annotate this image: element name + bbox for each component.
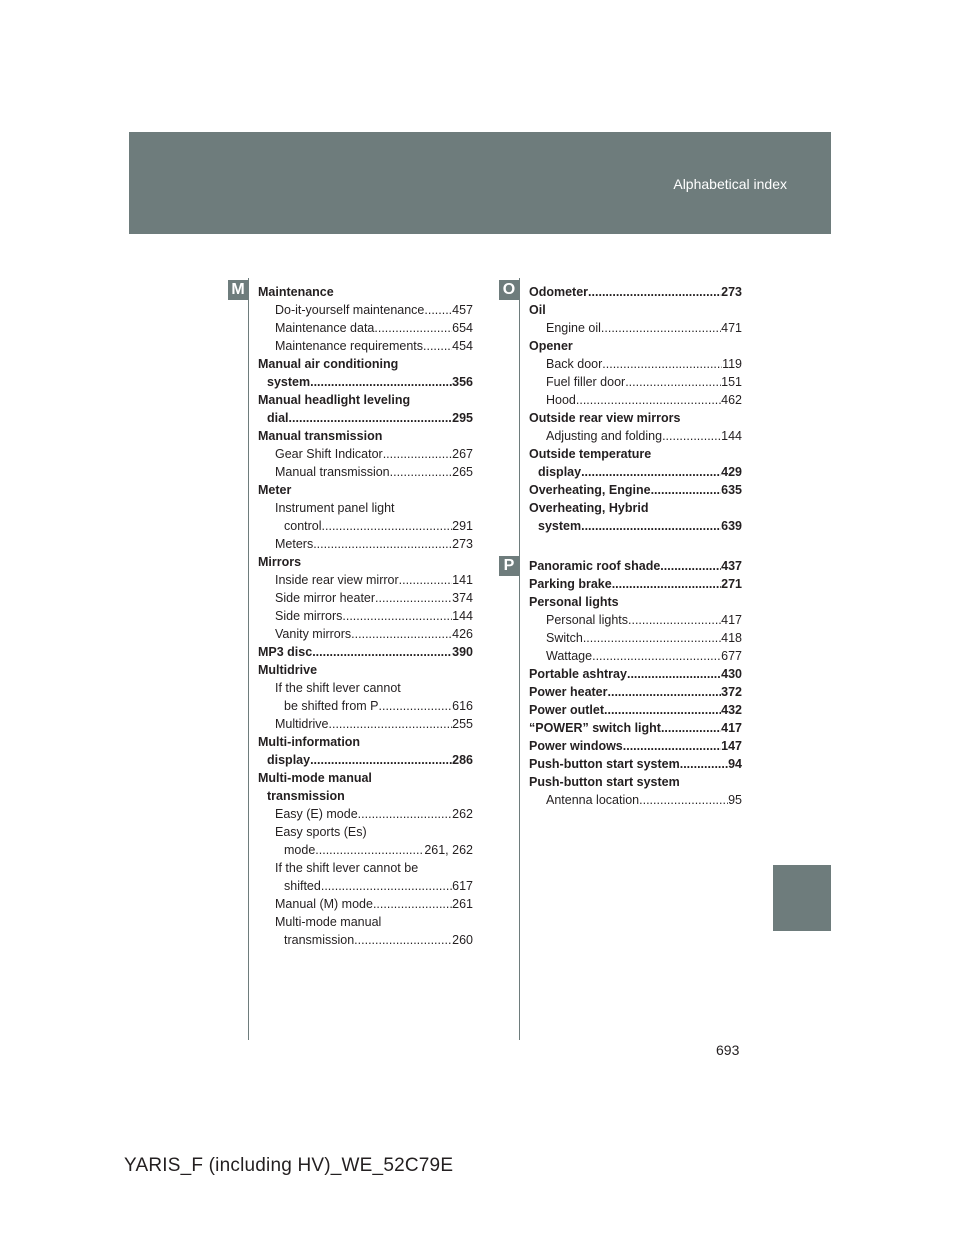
index-entry[interactable]: [258, 337, 473, 355]
entry-page-number: 372: [721, 685, 742, 699]
index-entry[interactable]: [258, 391, 473, 409]
letter-heading-m: M: [228, 280, 248, 300]
index-entry[interactable]: [258, 607, 473, 625]
entry-label: system: [538, 519, 582, 533]
index-entry[interactable]: [258, 823, 473, 841]
leader-dots: [627, 665, 721, 683]
leader-dots: [601, 319, 721, 337]
entry-label: Maintenance: [258, 285, 334, 299]
entry-label: dial: [267, 411, 289, 425]
index-entry[interactable]: [258, 625, 473, 643]
entry-page-number: 635: [721, 483, 742, 497]
index-entry[interactable]: [258, 517, 473, 535]
entry-page-number: 144: [721, 429, 742, 443]
leader-dots: [322, 517, 453, 535]
index-entry[interactable]: [529, 791, 742, 809]
entry-label: shifted: [284, 879, 321, 893]
entry-page-number: 260: [452, 933, 473, 947]
entry-label: If the shift lever cannot: [275, 681, 401, 695]
entry-label: Outside temperature: [529, 447, 652, 461]
leader-dots: [612, 575, 721, 593]
leader-dots: [604, 701, 721, 719]
leader-dots: [329, 715, 453, 733]
leader-dots: [424, 301, 452, 319]
section-title: Alphabetical index: [673, 176, 787, 192]
leader-dots: [639, 791, 728, 809]
entry-label: Engine oil: [546, 321, 601, 335]
index-entry[interactable]: [529, 301, 742, 319]
letter-heading-o: O: [499, 280, 519, 300]
index-entry[interactable]: [529, 575, 742, 593]
leader-dots: [680, 755, 728, 773]
entry-label: Power outlet: [529, 703, 605, 717]
index-entry[interactable]: [529, 593, 742, 611]
leader-dots: [583, 629, 721, 647]
entry-label: Wattage: [546, 649, 593, 663]
index-column-m: [258, 283, 473, 949]
index-entry[interactable]: [529, 737, 742, 755]
entry-label: Overheating, Engine: [529, 483, 651, 497]
entry-label: Maintenance data: [275, 321, 375, 335]
entry-page-number: 262: [452, 807, 473, 821]
entry-label: Side mirror heater: [275, 591, 376, 605]
entry-page-number: 457: [452, 303, 473, 317]
entry-label: Adjusting and folding: [546, 429, 663, 443]
entry-label: Hood: [546, 393, 576, 407]
entry-label: Panoramic roof shade: [529, 559, 661, 573]
leader-dots: [628, 611, 721, 629]
index-entry[interactable]: [258, 751, 473, 769]
entry-label: Back door: [546, 357, 603, 371]
entry-page-number: 429: [721, 465, 742, 479]
leader-dots: [383, 445, 452, 463]
entry-page-number: 462: [721, 393, 742, 407]
entry-label: Mirrors: [258, 555, 302, 569]
entry-label: Push-button start system: [529, 757, 680, 771]
entry-label: Multidrive: [275, 717, 329, 731]
entry-label: Easy sports (Es): [275, 825, 367, 839]
entry-page-number: 295: [452, 411, 473, 425]
leader-dots: [310, 751, 452, 769]
entry-label: Easy (E) mode: [275, 807, 358, 821]
index-entry[interactable]: [258, 571, 473, 589]
index-entry[interactable]: [258, 373, 473, 391]
index-entry[interactable]: [529, 355, 742, 373]
index-entry[interactable]: [258, 895, 473, 913]
entry-page-number: 94: [728, 757, 742, 771]
document-footer: YARIS_F (including HV)_WE_52C79E: [124, 1155, 454, 1176]
leader-dots: [625, 373, 721, 391]
index-entry[interactable]: [529, 719, 742, 737]
index-entry[interactable]: [258, 319, 473, 337]
entry-label: Meters: [275, 537, 314, 551]
entry-page-number: 95: [728, 793, 742, 807]
entry-page-number: 639: [721, 519, 742, 533]
entry-label: Switch: [546, 631, 583, 645]
leader-dots: [373, 895, 452, 913]
entry-label: Outside rear view mirrors: [529, 411, 681, 425]
entry-page-number: 430: [721, 667, 742, 681]
index-entry[interactable]: [258, 283, 473, 301]
index-entry[interactable]: [258, 913, 473, 931]
entry-page-number: 255: [452, 717, 473, 731]
entry-label: Odometer: [529, 285, 589, 299]
index-entry[interactable]: [529, 557, 742, 575]
entry-label: transmission: [284, 933, 355, 947]
entry-page-number: 454: [452, 339, 473, 353]
entry-page-number: 471: [721, 321, 742, 335]
entry-page-number: 147: [721, 739, 742, 753]
leader-dots: [390, 463, 453, 481]
index-entry[interactable]: [258, 535, 473, 553]
leader-dots: [312, 643, 452, 661]
entry-label: Multidrive: [258, 663, 318, 677]
entry-page-number: 426: [452, 627, 473, 641]
entry-page-number: 390: [452, 645, 473, 659]
entry-label: “POWER” switch light: [529, 721, 661, 735]
entry-page-number: 437: [721, 559, 742, 573]
entry-page-number: 654: [452, 321, 473, 335]
entry-label: Multi-information: [258, 735, 361, 749]
entry-label: Inside rear view mirror: [275, 573, 399, 587]
index-entry[interactable]: [258, 859, 473, 877]
leader-dots: [351, 625, 452, 643]
leader-dots: [313, 535, 452, 553]
entry-label: Fuel filler door: [546, 375, 626, 389]
leader-dots: [576, 391, 721, 409]
index-entry[interactable]: [529, 611, 742, 629]
leader-dots: [651, 481, 722, 499]
index-entry[interactable]: [529, 373, 742, 391]
entry-page-number: 356: [452, 375, 473, 389]
index-entry[interactable]: [529, 283, 742, 301]
index-entry[interactable]: [529, 445, 742, 463]
entry-label: Multi-mode manual: [275, 915, 382, 929]
leader-dots: [315, 841, 424, 859]
entry-page-number: 119: [722, 357, 742, 371]
entry-label: Portable ashtray: [529, 667, 627, 681]
index-entry[interactable]: [258, 499, 473, 517]
leader-dots: [375, 589, 452, 607]
entry-label: Personal lights: [529, 595, 619, 609]
index-entry[interactable]: [258, 787, 473, 805]
leader-dots: [588, 283, 721, 301]
entry-label: Manual transmission: [258, 429, 383, 443]
entry-page-number: 261: [452, 897, 473, 911]
column-divider-left: [248, 278, 249, 1040]
entry-page-number: 617: [452, 879, 473, 893]
leader-dots: [608, 683, 722, 701]
index-entry[interactable]: [529, 665, 742, 683]
index-entry[interactable]: [529, 409, 742, 427]
chapter-thumb-tab: [773, 865, 831, 931]
index-entry[interactable]: [258, 355, 473, 373]
entry-page-number: 273: [452, 537, 473, 551]
index-entry[interactable]: [258, 805, 473, 823]
index-entry[interactable]: [258, 553, 473, 571]
leader-dots: [581, 463, 721, 481]
index-entry[interactable]: [258, 931, 473, 949]
leader-dots: [379, 697, 453, 715]
index-entry[interactable]: [529, 629, 742, 647]
entry-label: transmission: [267, 789, 345, 803]
index-entry[interactable]: [258, 733, 473, 751]
leader-dots: [662, 427, 721, 445]
entry-label: Manual headlight leveling: [258, 393, 411, 407]
index-entry[interactable]: [258, 463, 473, 481]
entry-label: Manual air conditioning: [258, 357, 399, 371]
entry-label: Maintenance requirements: [275, 339, 423, 353]
entry-page-number: 374: [452, 591, 473, 605]
entry-page-number: 418: [721, 631, 742, 645]
leader-dots: [602, 355, 722, 373]
entry-label: Power heater: [529, 685, 608, 699]
index-entry[interactable]: [529, 427, 742, 445]
entry-label: Personal lights: [546, 613, 628, 627]
index-entry[interactable]: [529, 701, 742, 719]
index-entry[interactable]: [258, 589, 473, 607]
entry-page-number: 273: [721, 285, 742, 299]
entry-label: Do-it-yourself maintenance: [275, 303, 425, 317]
entry-page-number: 144: [452, 609, 473, 623]
entry-label: Opener: [529, 339, 573, 353]
entry-label: Oil: [529, 303, 546, 317]
index-entry[interactable]: [529, 463, 742, 481]
entry-label: Multi-mode manual: [258, 771, 372, 785]
index-entry[interactable]: [529, 683, 742, 701]
entry-label: display: [538, 465, 582, 479]
entry-page-number: 151: [721, 375, 742, 389]
index-entry[interactable]: [258, 643, 473, 661]
section-header-bar: [129, 132, 831, 234]
leader-dots: [399, 571, 453, 589]
entry-page-number: 286: [452, 753, 473, 767]
page-number: 693: [716, 1042, 740, 1058]
index-entry[interactable]: [258, 481, 473, 499]
entry-page-number: 677: [721, 649, 742, 663]
column-divider-middle: [519, 278, 520, 1040]
entry-label: Gear Shift Indicator: [275, 447, 383, 461]
index-entry[interactable]: [258, 445, 473, 463]
entry-page-number: 417: [721, 613, 742, 627]
leader-dots: [423, 337, 452, 355]
entry-label: Manual (M) mode: [275, 897, 373, 911]
leader-dots: [342, 607, 452, 625]
entry-label: mode: [284, 843, 316, 857]
index-entry[interactable]: [529, 481, 742, 499]
leader-dots: [623, 737, 721, 755]
entry-label: Meter: [258, 483, 292, 497]
entry-page-number: 616: [452, 699, 473, 713]
entry-page-number: 432: [721, 703, 742, 717]
entry-label: Manual transmission: [275, 465, 390, 479]
index-entry[interactable]: [258, 769, 473, 787]
leader-dots: [374, 319, 452, 337]
index-entry[interactable]: [258, 679, 473, 697]
entry-page-number: 267: [452, 447, 473, 461]
entry-label: display: [267, 753, 311, 767]
index-entry[interactable]: [529, 391, 742, 409]
leader-dots: [661, 719, 721, 737]
entry-label: If the shift lever cannot be: [275, 861, 419, 875]
entry-page-number: 417: [721, 721, 742, 735]
entry-page-number: 261, 262: [424, 843, 473, 857]
leader-dots: [660, 557, 721, 575]
entry-label: be shifted from P: [284, 699, 379, 713]
entry-page-number: 141: [452, 573, 473, 587]
index-entry[interactable]: [529, 647, 742, 665]
entry-label: system: [267, 375, 311, 389]
entry-label: MP3 disc: [258, 645, 313, 659]
index-column-p: [529, 557, 742, 809]
index-entry[interactable]: [529, 319, 742, 337]
index-entry[interactable]: [258, 697, 473, 715]
entry-label: control: [284, 519, 322, 533]
index-entry[interactable]: [529, 337, 742, 355]
entry-label: Overheating, Hybrid: [529, 501, 649, 515]
index-entry[interactable]: [258, 427, 473, 445]
entry-page-number: 291: [452, 519, 473, 533]
entry-label: Push-button start system: [529, 775, 680, 789]
entry-label: Antenna location: [546, 793, 640, 807]
leader-dots: [354, 931, 452, 949]
index-entry[interactable]: [258, 877, 473, 895]
letter-heading-p: P: [499, 556, 519, 576]
entry-page-number: 271: [721, 577, 742, 591]
entry-label: Side mirrors: [275, 609, 343, 623]
index-entry[interactable]: [258, 301, 473, 319]
entry-label: Vanity mirrors: [275, 627, 352, 641]
leader-dots: [592, 647, 721, 665]
index-entry[interactable]: [529, 499, 742, 517]
index-entry[interactable]: [529, 773, 742, 791]
index-entry[interactable]: [258, 841, 473, 859]
index-entry[interactable]: [258, 715, 473, 733]
index-entry[interactable]: [529, 755, 742, 773]
leader-dots: [289, 409, 453, 427]
entry-label: Power windows: [529, 739, 623, 753]
index-entry[interactable]: [258, 409, 473, 427]
leader-dots: [321, 877, 452, 895]
entry-label: Instrument panel light: [275, 501, 395, 515]
index-column-o: [529, 283, 742, 535]
entry-label: Parking brake: [529, 577, 612, 591]
leader-dots: [310, 373, 452, 391]
index-entry[interactable]: [258, 661, 473, 679]
leader-dots: [581, 517, 721, 535]
entry-page-number: 265: [452, 465, 473, 479]
leader-dots: [358, 805, 452, 823]
index-entry[interactable]: [529, 517, 742, 535]
